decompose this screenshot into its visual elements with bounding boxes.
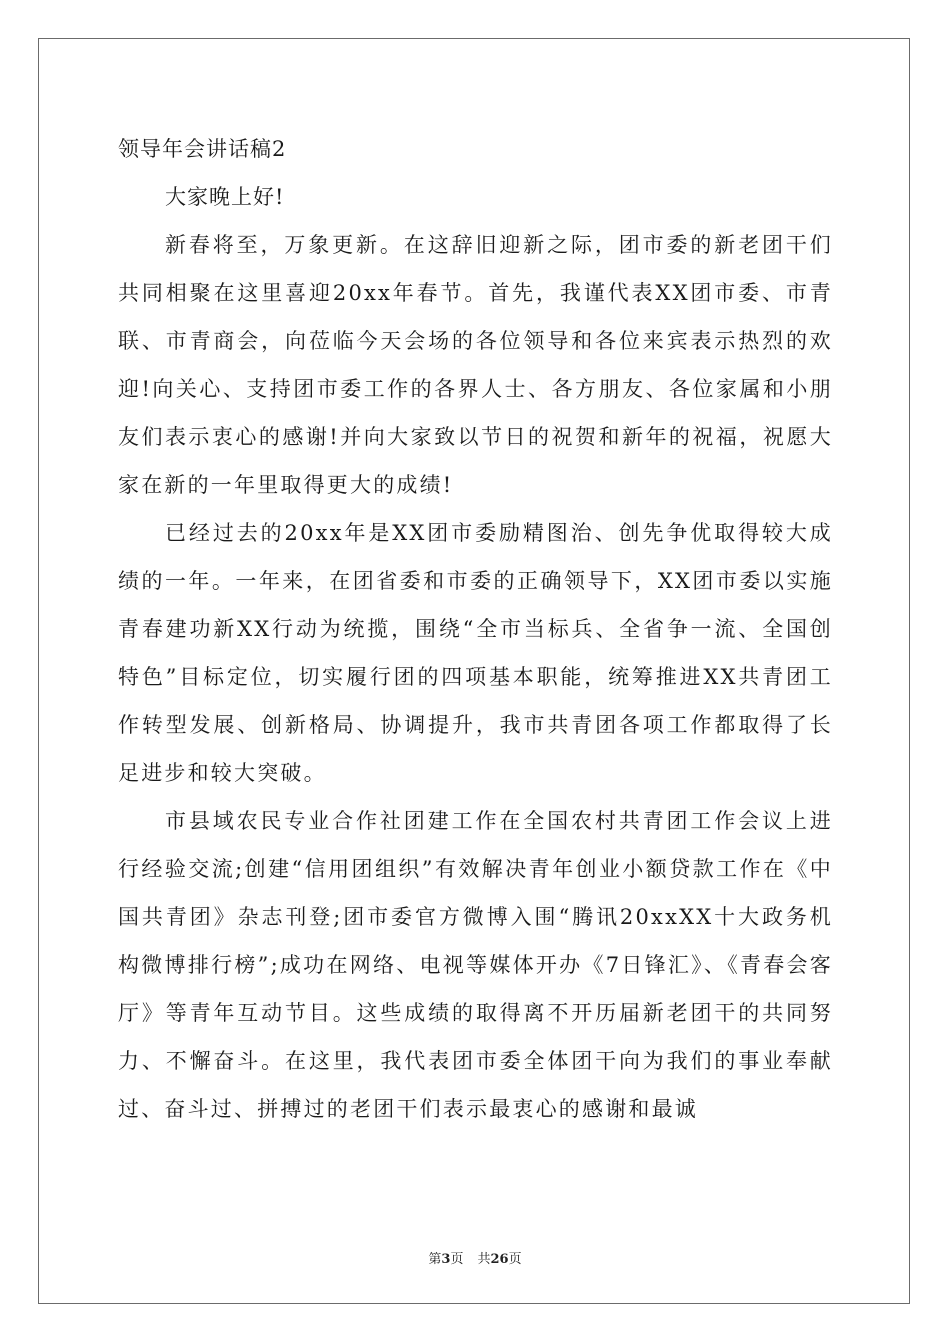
paragraph: 市县域农民专业合作社团建工作在全国农村共青团工作会议上进行经验交流;创建“信用团组织”有效解决青年创业小额贷款工作在《中国共青团》杂志刊登;团市委官方微博入围“腾讯20xxXX十大政务机构微博排行榜”;成功在网络、电视等媒体开办《7日锋汇》、《青春会客厅》等青年互动节目。这些成绩的取得离不开历届新老团干的共同努力、不懈奋斗。在这里，我代表团市委全体团干向为我们的事业奉献过、奋斗过、拼搏过的老团干们表示最衷心的感谢和最诚 xyxy=(118,809,833,1121)
document-body xyxy=(118,125,833,1133)
page-number: 3 xyxy=(441,1252,451,1267)
page-prefix: 第 xyxy=(428,1252,442,1267)
paragraph-greeting: 大家晚上好! xyxy=(165,185,285,209)
page-suffix: 页 xyxy=(450,1252,464,1267)
total-suffix: 页 xyxy=(508,1252,522,1267)
total-pages: 26 xyxy=(490,1252,509,1267)
page-footer xyxy=(0,1248,950,1267)
document-title: 领导年会讲话稿2 xyxy=(118,137,287,161)
paragraph: 新春将至，万象更新。在这辞旧迎新之际，团市委的新老团干们共同相聚在这里喜迎20xx年春节。首先，我谨代表XX团市委、市青联、市青商会，向莅临今天会场的各位领导和各位来宾表示热烈的欢迎!向关心、支持团市委工作的各界人士、各方朋友、各位家属和小朋友们表示衷心的感谢!并向大家致以节日的祝贺和新年的祝福，祝愿大家在新的一年里取得更大的成绩! xyxy=(118,233,833,497)
total-prefix: 共 xyxy=(477,1252,491,1267)
paragraph: 已经过去的20xx年是XX团市委励精图治、创先争优取得较大成绩的一年。一年来，在团省委和市委的正确领导下，XX团市委以实施青春建功新XX行动为统揽，围绕“全市当标兵、全省争一流、全国创特色”目标定位，切实履行团的四项基本职能，统筹推进XX共青团工作转型发展、创新格局、协调提升，我市共青团各项工作都取得了长足进步和较大突破。 xyxy=(118,521,833,785)
